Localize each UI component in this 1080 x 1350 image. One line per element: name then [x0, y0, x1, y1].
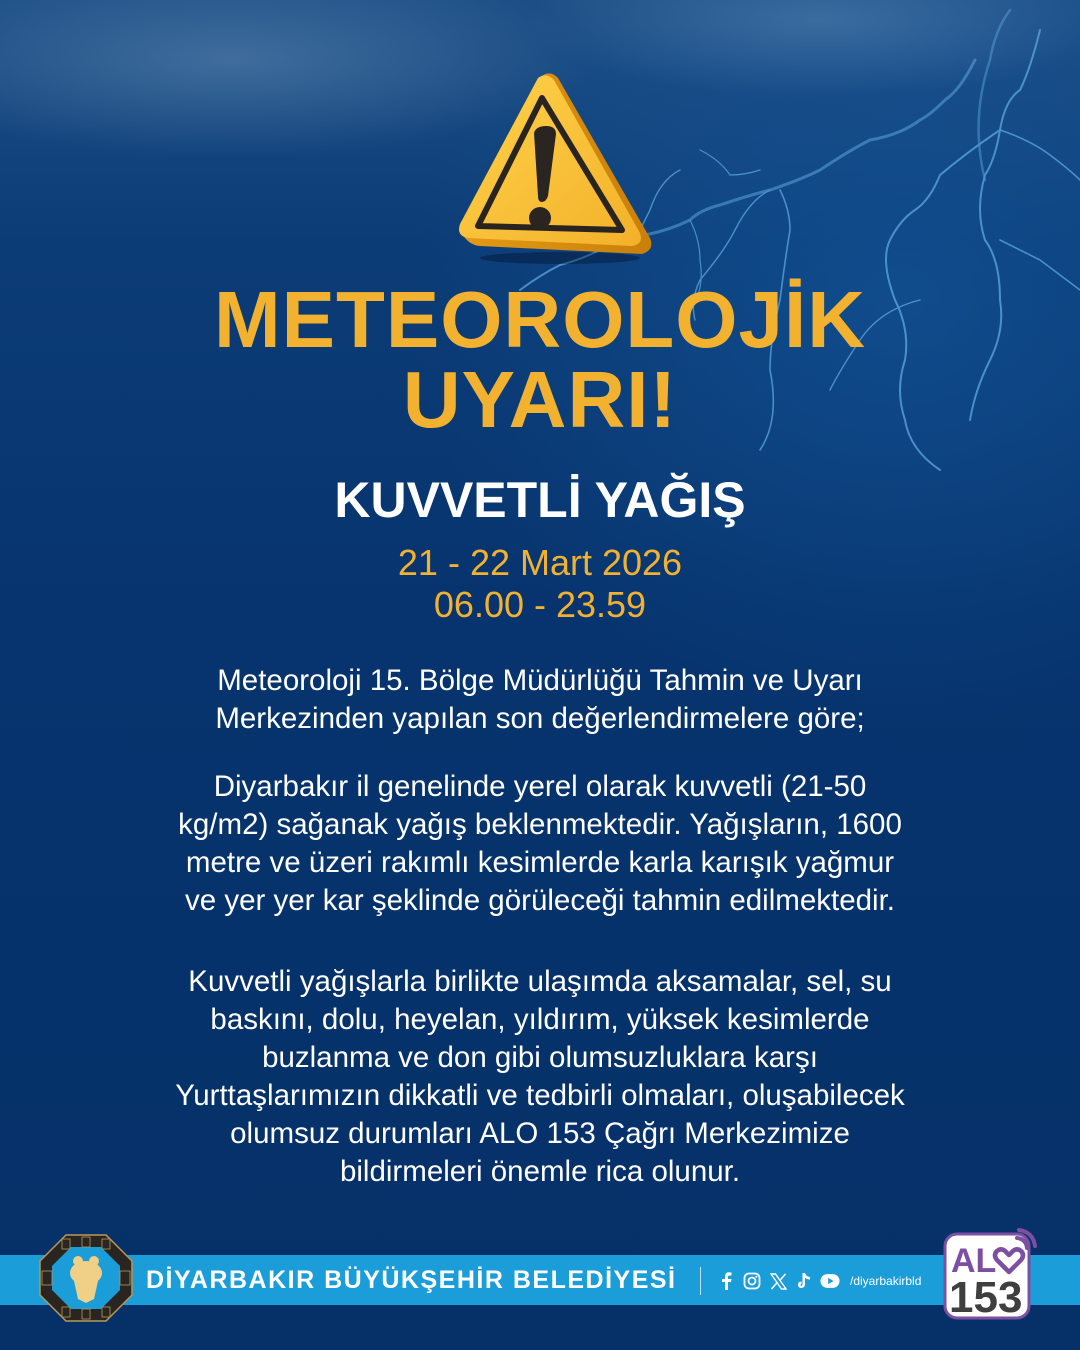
warning-type: KUVVETLİ YAĞIŞ	[334, 472, 746, 528]
footer-divider	[700, 1267, 701, 1295]
text-line: olumsuz durumları ALO 153 Çağrı Merkezimize	[230, 1117, 850, 1150]
hotline-number: 153	[949, 1273, 1023, 1322]
text-line: metre ve üzeri rakımlı kesimlerde karla karışık yağmur	[185, 846, 895, 879]
alo-label: AL	[951, 1242, 997, 1280]
title-line-1: METEOROLOJİK	[213, 275, 867, 364]
text-line: baskını, dolu, heyelan, yıldırım, yüksek kesimlerde	[210, 1003, 870, 1036]
text-line: Kuvvetli yağışlarla birlikte ulaşımda aksamalar, sel, su	[188, 965, 892, 998]
date-range: 21 - 22 Mart 2026	[397, 542, 683, 583]
time-range: 06.00 - 23.59	[433, 584, 647, 625]
municipality-logo	[38, 1233, 134, 1323]
text-line: Merkezinden yapılan son değerlendirmelere göre;	[215, 702, 865, 735]
text-line: Meteoroloji 15. Bölge Müdürlüğü Tahmin ve Uyarı	[217, 664, 863, 697]
social-handle[interactable]: /diyarbakirbld	[850, 1274, 922, 1288]
text-line: buzlanma ve don gibi olumsuzluklara karşı	[262, 1041, 818, 1074]
text-line: bildirmeleri önemle rica olunur.	[339, 1155, 741, 1188]
text-line: ve yer yer kar şeklinde görüleceği tahmin edilmektedir.	[185, 884, 895, 917]
paragraph-advice	[0, 963, 1080, 1191]
title-line-2: UYARI!	[402, 355, 678, 444]
x-icon[interactable]	[768, 1271, 788, 1291]
social-links	[716, 1268, 921, 1294]
paragraph-intro	[0, 662, 1080, 738]
warning-period	[0, 542, 1080, 626]
paragraph-forecast	[0, 768, 1080, 920]
text-line: Diyarbakır il genelinde yerel olarak kuvvetli (21-50	[213, 770, 867, 803]
text-line: kg/m2) sağanak yağış beklenmektedir. Yağışların, 1600	[178, 808, 902, 841]
warning-triangle-icon	[450, 68, 655, 268]
alo-153-hotline-badge[interactable]	[941, 1226, 1039, 1322]
youtube-icon[interactable]	[820, 1271, 840, 1291]
text-line: Yurttaşlarımızın dikkatli ve tedbirli olmaları, oluşabilecek	[175, 1079, 905, 1112]
instagram-icon[interactable]	[742, 1271, 762, 1291]
tiktok-icon[interactable]	[794, 1271, 814, 1291]
organization-name: DİYARBAKIR BÜYÜKŞEHİR BELEDİYESİ	[146, 1266, 677, 1294]
warning-title	[0, 275, 1080, 444]
facebook-icon[interactable]	[716, 1271, 736, 1291]
